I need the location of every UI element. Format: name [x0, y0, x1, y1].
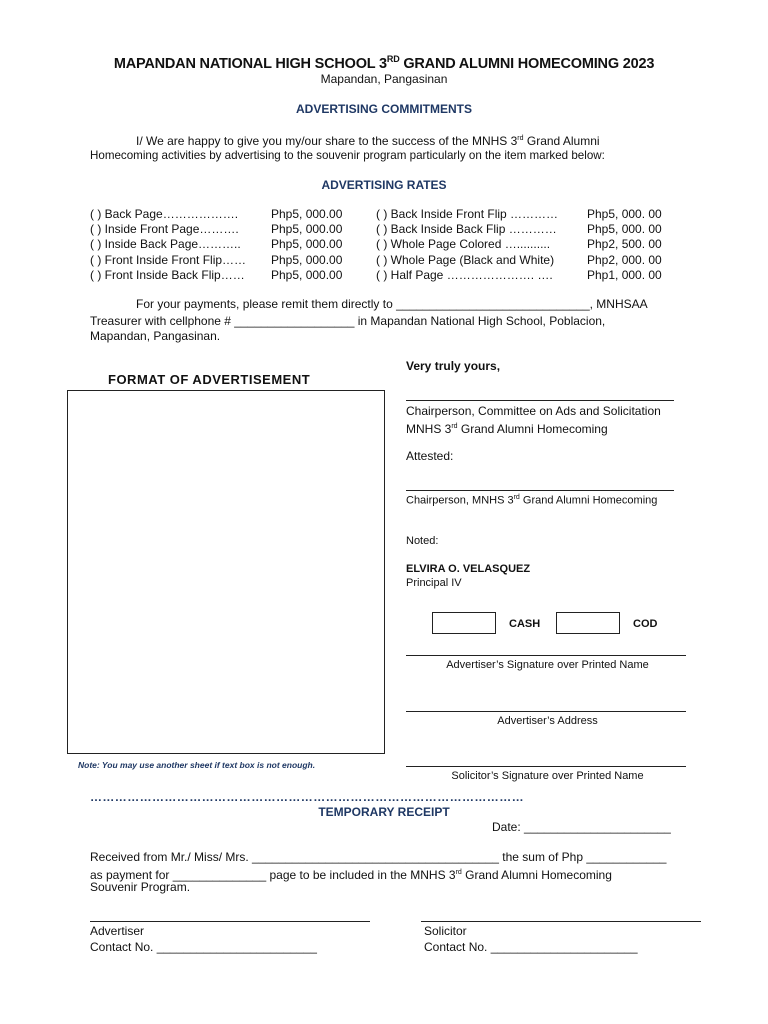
rate-item: ( ) Back Inside Back Flip ………… [376, 222, 557, 237]
rate-price: Php1, 000. 00 [587, 267, 662, 282]
receipt-line-3: Souvenir Program. [90, 880, 191, 894]
rate-price: Php5, 000. 00 [587, 222, 662, 237]
rates-right-prices [587, 207, 662, 283]
rate-price: Php2, 000. 00 [587, 252, 662, 267]
receipt-solicitor-line [421, 921, 701, 922]
chair-signature-line [406, 400, 674, 401]
commitments-line-2: Homecoming activities by advertising to the souvenir program particularly on the item marked below: [90, 149, 605, 162]
rate-price: Php5, 000.00 [271, 267, 343, 282]
rate-item: ( ) Whole Page Colored ….......... [376, 237, 551, 252]
payment-line-3: Mapandan, Pangasinan. [90, 329, 221, 343]
rate-item: ( ) Front Inside Back Flip…… [90, 267, 245, 282]
chair-title: Chairperson, Committee on Ads and Solicitation [406, 404, 661, 418]
rates-heading: ADVERTISING RATES [321, 178, 447, 192]
rate-item: ( ) Back Inside Front Flip ………… [376, 207, 559, 221]
advertiser-address-line [406, 711, 686, 712]
solicitor-signature-line [406, 766, 686, 767]
rate-item: ( ) Whole Page (Black and White) [376, 252, 555, 267]
cash-checkbox[interactable] [432, 612, 496, 634]
receipt-advertiser-line [90, 921, 370, 922]
advertiser-signature-line [406, 655, 686, 656]
cut-line: …………………………………………………………………………………………… [90, 790, 524, 804]
receipt-solicitor-contact: Contact No. ______________________ [424, 940, 638, 954]
title-superscript: RD [386, 54, 400, 64]
attested-label: Attested: [406, 449, 454, 463]
advertisement-box[interactable] [67, 390, 385, 754]
cash-label: CASH [509, 618, 541, 630]
format-note: Note: You may use another sheet if text box is not enough. [78, 760, 316, 770]
principal-name: ELVIRA O. VELASQUEZ [406, 563, 531, 575]
principal-title: Principal IV [406, 577, 462, 589]
receipt-line-2: as payment for ______________ page to be included in the MNHS 3rd Grand Alumni Homecoming [90, 868, 612, 882]
rates-left-prices [271, 207, 342, 283]
payment-line-1: For your payments, please remit them directly to _____________________________, MNHSAA [136, 297, 648, 311]
title-text-end: GRAND ALUMNI HOMECOMING 2023 [399, 55, 655, 72]
rate-item: ( ) Back Page………………. [90, 207, 239, 221]
payment-line-2: Treasurer with cellphone # __________________ in Mapandan National High School, Poblacion, [90, 314, 606, 328]
receipt-advertiser-label: Advertiser [90, 924, 145, 938]
rate-price: Php5, 000. 00 [587, 207, 662, 221]
advertiser-signature-label: Advertiser’s Signature over Printed Name [446, 659, 649, 671]
document-title [0, 54, 768, 72]
solicitor-signature-label: Solicitor’s Signature over Printed Name [451, 770, 644, 782]
title-text: MAPANDAN NATIONAL HIGH SCHOOL 3 [113, 55, 387, 72]
receipt-advertiser-contact: Contact No. ________________________ [90, 940, 317, 954]
advertiser-address-label: Advertiser’s Address [497, 715, 598, 727]
attest-signature-line [406, 490, 674, 491]
rate-price: Php5, 000.00 [271, 252, 343, 267]
cod-checkbox[interactable] [556, 612, 620, 634]
rate-price: Php2, 500. 00 [587, 237, 662, 252]
receipt-heading: TEMPORARY RECEIPT [318, 805, 450, 819]
rates-right-items [376, 207, 558, 283]
closing: Very truly yours, [406, 359, 501, 373]
rate-item: ( ) Front Inside Front Flip…… [90, 252, 247, 267]
commitments-line-1: I/ We are happy to give you my/our share to the success of the MNHS 3rd Grand Alumni [136, 134, 600, 148]
rates-left-items [90, 207, 246, 283]
rate-item: ( ) Half Page …………………. …. [376, 267, 553, 282]
attest-title: Chairperson, MNHS 3rd Grand Alumni Homecoming [406, 494, 658, 507]
receipt-date: Date: ______________________ [492, 820, 671, 834]
receipt-solicitor-label: Solicitor [424, 924, 467, 938]
noted-label: Noted: [406, 535, 439, 547]
chair-org: MNHS 3rd Grand Alumni Homecoming [406, 422, 608, 436]
cod-label: COD [633, 618, 658, 630]
location: Mapandan, Pangasinan [320, 72, 448, 86]
rate-price: Php5, 000.00 [271, 222, 343, 237]
rate-item: ( ) Inside Back Page……….. [90, 237, 241, 252]
format-title: FORMAT OF ADVERTISEMENT [108, 372, 311, 387]
rate-price: Php5, 000.00 [271, 207, 343, 221]
rate-price: Php5, 000.00 [271, 237, 343, 252]
commitments-heading: ADVERTISING COMMITMENTS [296, 102, 472, 116]
receipt-line-1: Received from Mr./ Miss/ Mrs. _____________________________________ the sum of Php ____________ [90, 850, 667, 864]
rate-item: ( ) Inside Front Page………. [90, 222, 239, 237]
